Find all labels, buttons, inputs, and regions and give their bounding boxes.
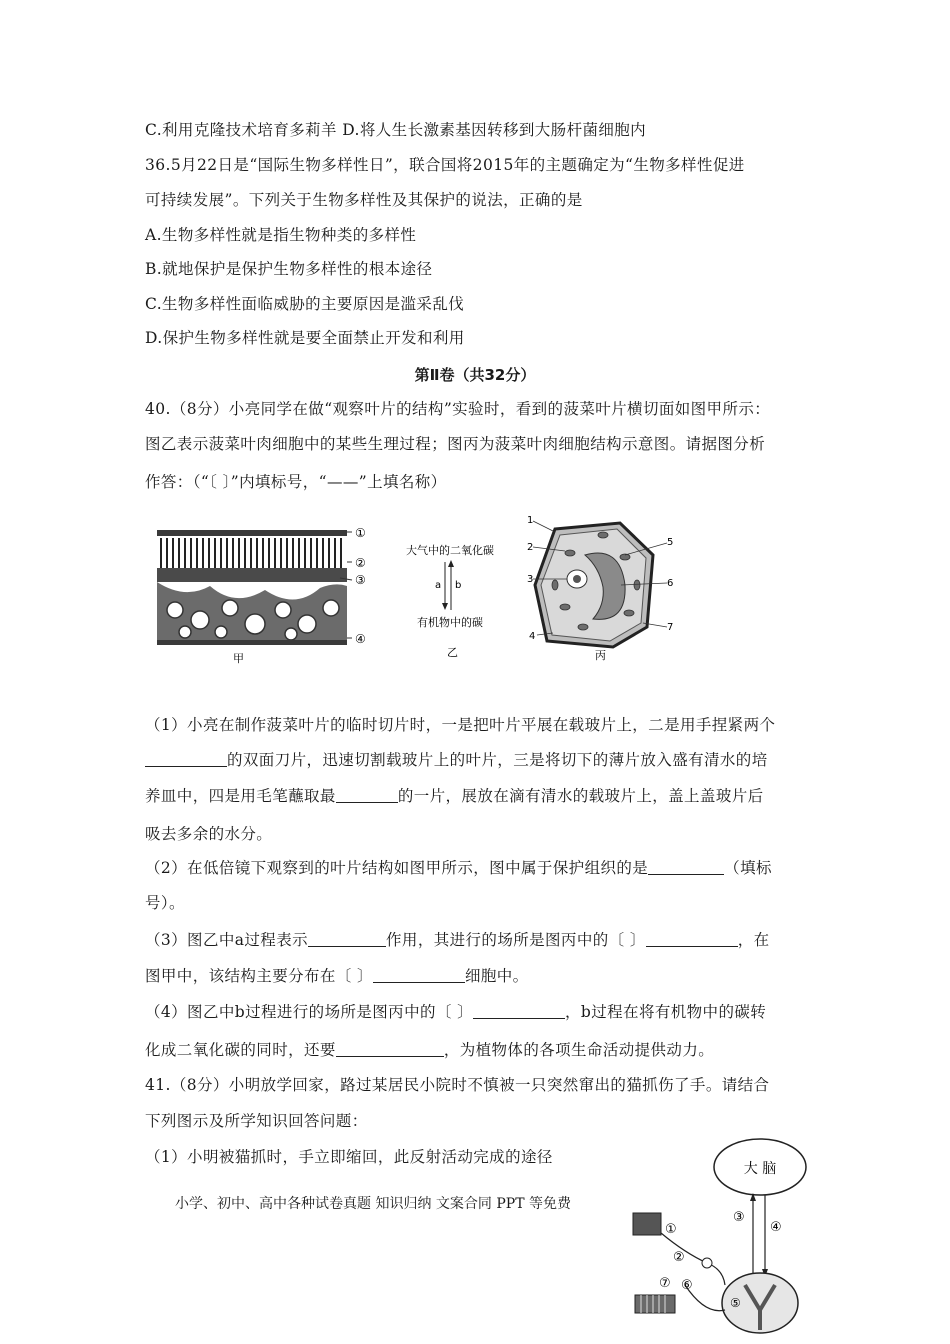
answer-blank[interactable]: [308, 930, 386, 947]
bing-label-1: 1: [527, 515, 534, 526]
q40-p1-line4: 吸去多余的水分。: [145, 825, 273, 843]
reflex-label-1: ①: [665, 1222, 677, 1237]
answer-blank[interactable]: [473, 1002, 565, 1019]
answer-blank[interactable]: [648, 858, 724, 875]
skin-receptor-shape: [633, 1213, 661, 1235]
q41-stem-line1: 41.（8分）小明放学回家，路过某居民小院时不慎被一只突然窜出的猫抓伤了手。请结合: [145, 1076, 770, 1094]
q40-p2-line2: 号）。: [145, 894, 185, 912]
bing-label-2: 2: [527, 542, 534, 553]
q40-p1-line2: 的双面刀片，迅速切割载玻片上的叶片，三是将切下的薄片放入盛有清水的培: [145, 750, 768, 770]
yi-top-label: 大气中的二氧化碳: [406, 544, 494, 557]
answer-blank[interactable]: [646, 930, 738, 947]
footer-ad-text: 小学、初中、高中各种试卷真题 知识归纳 文案合同 PPT 等免费: [175, 1196, 571, 1212]
q40-p3-line1: （3）图乙中a过程表示 作用，其进行的场所是图丙中的〔 〕 ，在: [145, 931, 770, 949]
q40-stem-line2: 图乙表示菠菜叶肉细胞中的某些生理过程；图丙为菠菜叶肉细胞结构示意图。请据图分析: [145, 435, 766, 453]
carbon-process-diagram: [395, 540, 505, 660]
reflex-arc-diagram: [625, 1135, 840, 1335]
q36-stem-line1: 36.5月22日是“国际生物多样性日”，联合国将2015年的主题确定为“生物多样性促进: [145, 156, 745, 174]
section-title: 第Ⅱ卷（共32分）: [414, 366, 536, 384]
option-cd-line: C.利用克隆技术培育多莉羊 D.将人生长激素基因转移到大肠杆菌细胞内: [145, 121, 647, 139]
bing-label-6: 6: [667, 578, 674, 589]
yi-b-label: b: [455, 580, 462, 591]
q40-p1-line1: （1）小亮在制作菠菜叶片的临时切片时，一是把叶片平展在载玻片上，二是用手捏紧两个: [145, 716, 776, 734]
bing-label-7: 7: [667, 622, 674, 633]
jia-label-2: ②: [355, 556, 366, 570]
figure-yi: [395, 540, 505, 660]
q40-p4-line1: （4）图乙中b过程进行的场所是图丙中的〔 〕 ，b过程在将有机物中的碳转: [145, 1003, 767, 1021]
bing-label-3: 3: [527, 574, 534, 585]
q40-stem-line3: 作答：（“〔 〕”内填标号，“——”上填名称）: [145, 473, 447, 491]
q41-p1-line1: （1）小明被猫抓时，手立即缩回，此反射活动完成的途径: [145, 1148, 553, 1166]
reflex-label-2: ②: [673, 1250, 685, 1265]
jia-caption: 甲: [233, 652, 244, 665]
q40-p4-line2: 化成二氧化碳的同时，还要 ，为植物体的各项生命活动提供动力。: [145, 1041, 715, 1059]
jia-label-4: ④: [355, 632, 366, 646]
jia-label-1: ①: [355, 526, 366, 540]
answer-blank[interactable]: [373, 966, 465, 983]
reflex-label-3: ③: [733, 1210, 745, 1225]
bing-caption: 丙: [595, 649, 606, 662]
brain-label: 大 脑: [743, 1161, 777, 1177]
q36-option-a: A.生物多样性就是指生物种类的多样性: [145, 226, 417, 244]
bing-label-4: 4: [529, 631, 536, 642]
reflex-label-6: ⑥: [681, 1278, 693, 1293]
answer-blank[interactable]: [336, 1040, 444, 1057]
reflex-label-4: ④: [770, 1220, 782, 1235]
q40-p2-line1: （2）在低倍镜下观察到的叶片结构如图甲所示，图中属于保护组织的是 （填标: [145, 859, 772, 877]
q40-stem-line1: 40.（8分）小亮同学在做“观察叶片的结构”实验时，看到的菠菜叶片横切面如图甲所示：: [145, 400, 771, 418]
q36-option-b: B.就地保护是保护生物多样性的根本途径: [145, 260, 433, 278]
jia-label-3: ③: [355, 573, 366, 587]
leaf-cross-section-image: [155, 520, 375, 670]
answer-blank[interactable]: [336, 786, 398, 803]
yi-caption: 乙: [447, 646, 458, 659]
q41-stem-line2: 下列图示及所学知识回答问题：: [145, 1112, 368, 1130]
bing-label-5: 5: [667, 537, 674, 548]
answer-blank[interactable]: [145, 750, 227, 767]
q40-p1-line3: 养皿中，四是用毛笔蘸取最 的一片，展放在滴有清水的载玻片上，盖上盖玻片后: [145, 787, 764, 805]
yi-bottom-label: 有机物中的碳: [417, 616, 483, 629]
q36-stem-line2: 可持续发展”。下列关于生物多样性及其保护的说法，正确的是: [145, 191, 583, 209]
reflex-label-7: ⑦: [659, 1276, 671, 1291]
figure-jia: [155, 520, 375, 670]
yi-a-label: a: [435, 580, 442, 591]
reflex-label-5: ⑤: [730, 1296, 741, 1310]
q40-p3-line2: 图甲中，该结构主要分布在〔 〕 细胞中。: [145, 967, 529, 985]
figure-bing: [525, 515, 675, 665]
plant-cell-diagram: [525, 515, 675, 665]
figure-reflex-arc: [625, 1135, 840, 1335]
q36-option-d: D.保护生物多样性就是要全面禁止开发和利用: [145, 329, 465, 347]
q36-option-c: C.生物多样性面临威胁的主要原因是滥采乱伐: [145, 295, 465, 313]
